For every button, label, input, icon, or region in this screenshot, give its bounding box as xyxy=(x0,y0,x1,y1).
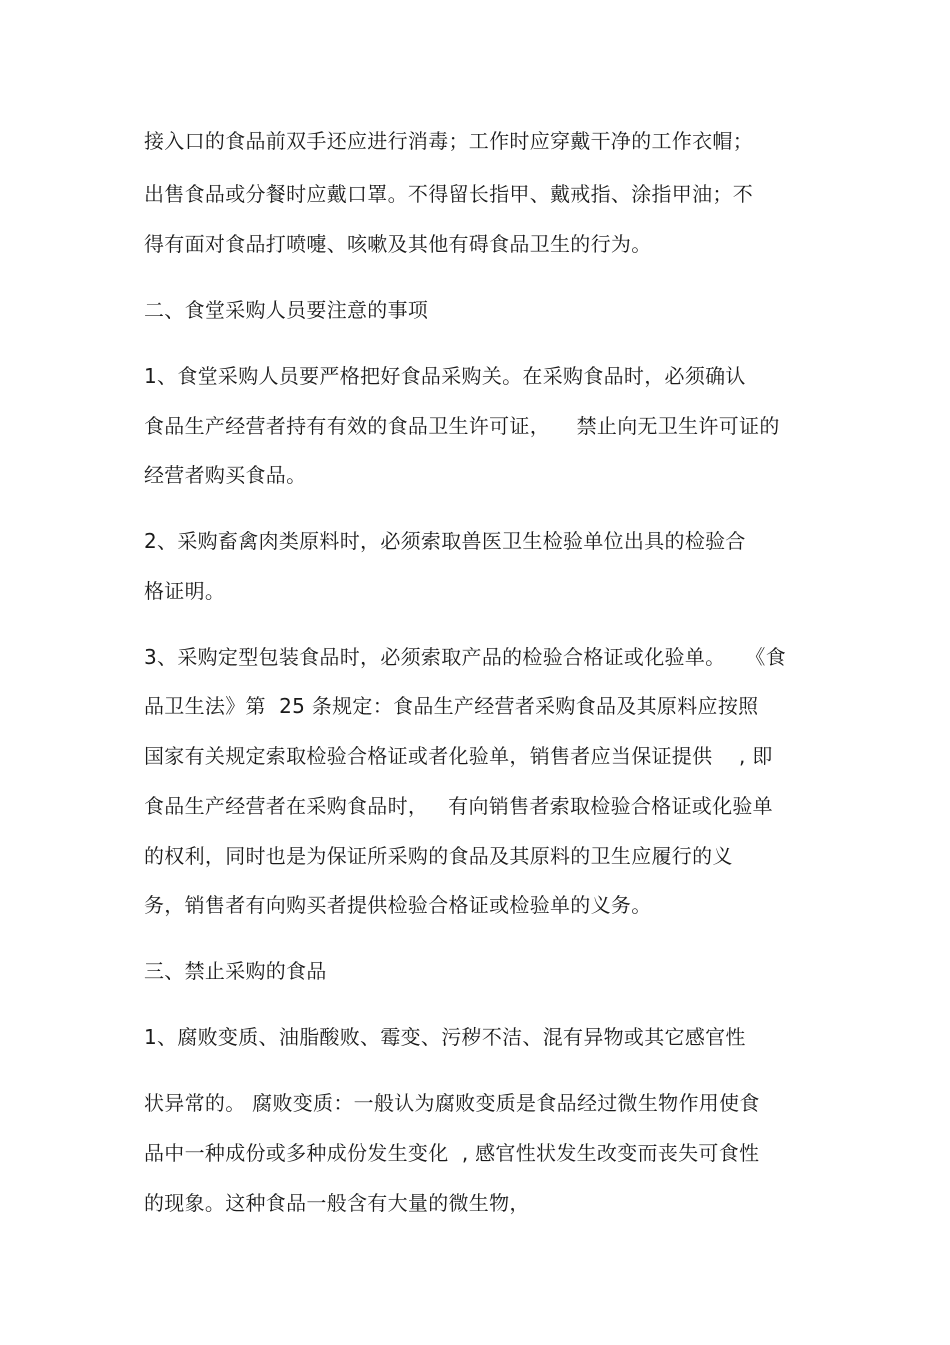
text-line: 品卫生法》第 25 条规定：食品生产经营者采购食品及其原料应按照 xyxy=(144,694,759,718)
text-line: 食品生产经营者在采购食品时， 有向销售者索取检验合格证或化验单 xyxy=(144,794,773,818)
text-line: 1、食堂采购人员要严格把好食品采购关。在采购食品时，必须确认 xyxy=(144,364,746,388)
text-line: 国家有关规定索取检验合格证或者化验单，销售者应当保证提供 , 即 xyxy=(144,744,773,768)
text-line: 格证明。 xyxy=(144,579,226,603)
text-line: 2、采购畜禽肉类原料时，必须索取兽医卫生检验单位出具的检验合 xyxy=(144,529,746,553)
text-line: 状异常的。 腐败变质：一般认为腐败变质是食品经过微生物作用使食 xyxy=(144,1091,760,1115)
text-line: 经营者购买食品。 xyxy=(144,463,307,487)
text-line: 得有面对食品打喷嚏、咳嗽及其他有碍食品卫生的行为。 xyxy=(144,232,652,256)
text-line: 3、采购定型包装食品时，必须索取产品的检验合格证或化验单。 《食 xyxy=(144,645,786,669)
text-line: 的权利，同时也是为保证所采购的食品及其原料的卫生应履行的义 xyxy=(144,844,733,868)
text-line: 接入口的食品前双手还应进行消毒；工作时应穿戴干净的工作衣帽； xyxy=(144,129,753,153)
text-line: 的现象。这种食品一般含有大量的微生物， xyxy=(144,1191,530,1215)
text-line: 务，销售者有向购买者提供检验合格证或检验单的义务。 xyxy=(144,893,652,917)
text-line: 食品生产经营者持有有效的食品卫生许可证， 禁止向无卫生许可证的 xyxy=(144,414,780,438)
text-line: 出售食品或分餐时应戴口罩。不得留长指甲、戴戒指、涂指甲油；不 xyxy=(144,182,753,206)
section-heading: 二、食堂采购人员要注意的事项 xyxy=(144,298,429,322)
text-line: 1、腐败变质、油脂酸败、霉变、污秽不洁、混有异物或其它感官性 xyxy=(144,1025,746,1049)
section-heading: 三、禁止采购的食品 xyxy=(144,959,327,983)
text-line: 品中一种成份或多种成份发生变化 , 感官性状发生改变而丧失可食性 xyxy=(144,1141,760,1165)
